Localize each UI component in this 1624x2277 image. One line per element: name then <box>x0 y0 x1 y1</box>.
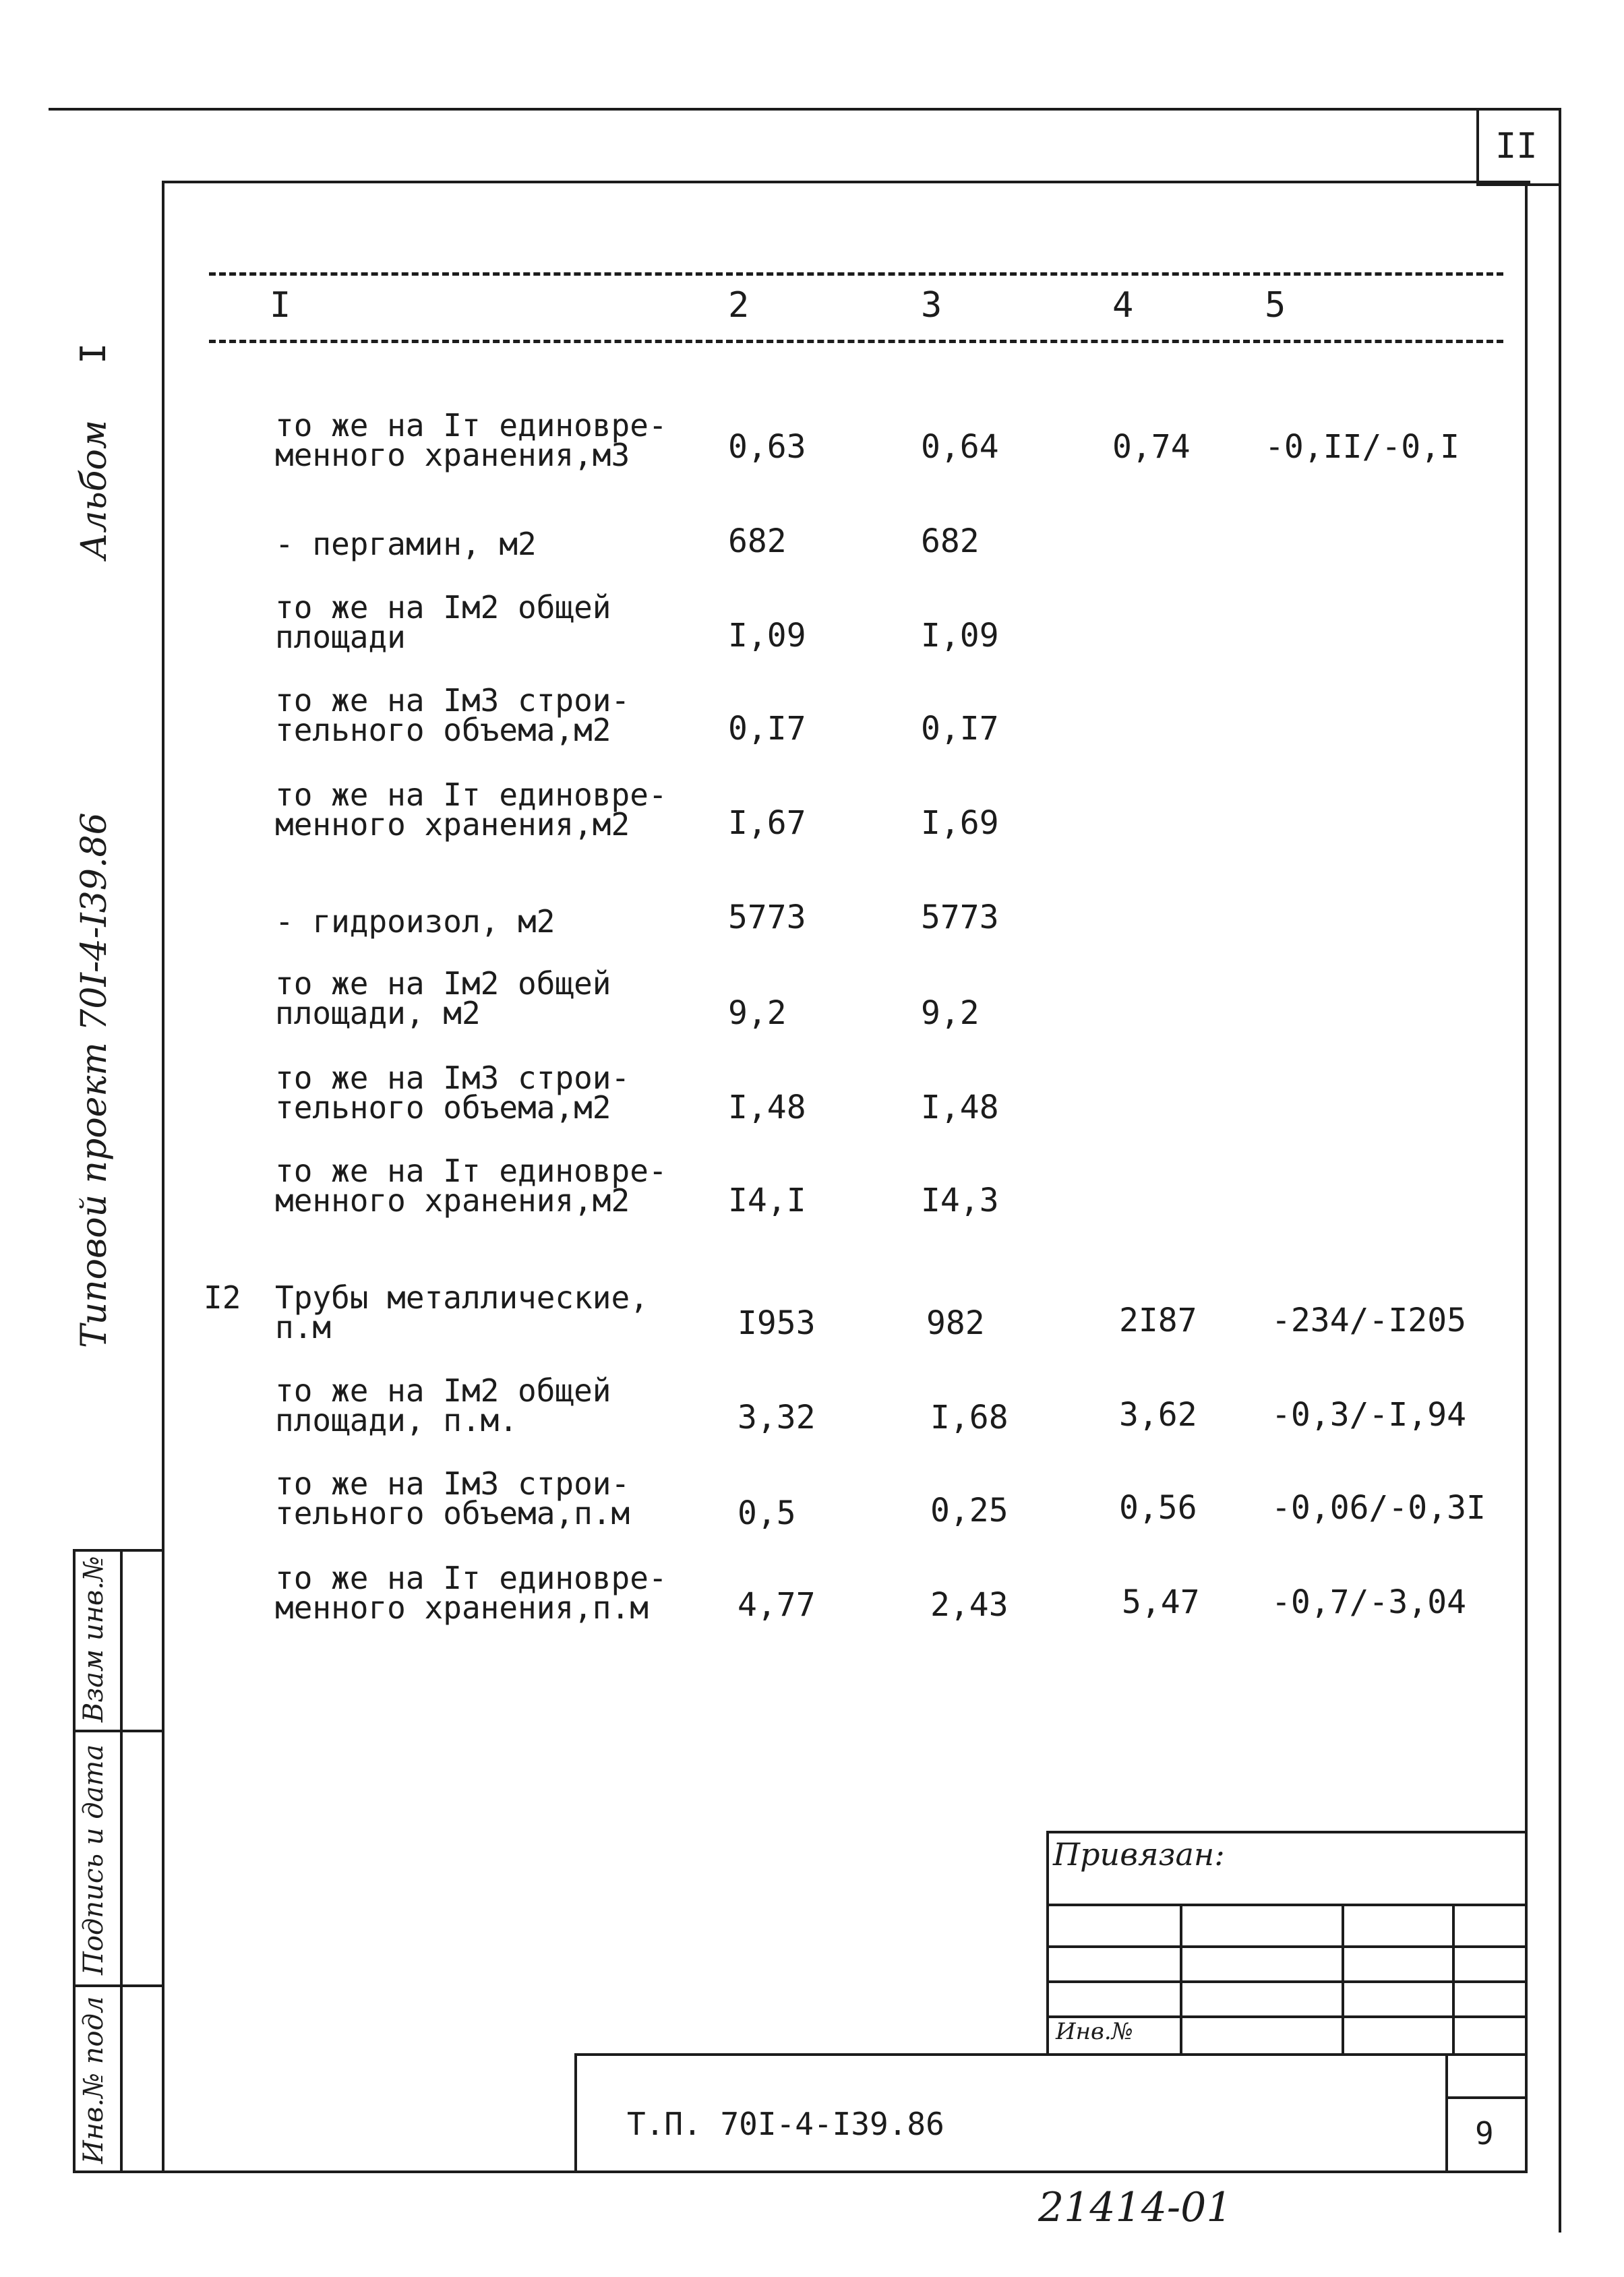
cell-c3: 0,I7 <box>921 710 999 748</box>
cell-c3: 5773 <box>921 899 999 936</box>
row-text-line: площади, п.м. <box>275 1402 518 1438</box>
title-block-top <box>574 2053 1528 2056</box>
cell-c2: I,09 <box>728 617 806 655</box>
sheet-box-left <box>1476 108 1479 186</box>
sheet-box-bottom <box>1476 183 1561 186</box>
privyazan-top <box>1046 1831 1526 1833</box>
privyazan-grid-v2 <box>1342 1904 1344 2056</box>
stamp-podpis-data: Подпись и дата <box>78 1744 109 1975</box>
sheet-label: II <box>1495 126 1538 166</box>
cell-c2: I,48 <box>728 1089 806 1126</box>
row-text-line: менного хранения,п.м <box>275 1589 649 1626</box>
cell-c2: 3,32 <box>738 1399 816 1436</box>
bottom-handwritten-number: 21414-01 <box>1038 2184 1232 2231</box>
cell-c2: I953 <box>738 1304 816 1342</box>
privyazan-left <box>1046 1831 1049 2056</box>
doc-code: Т.П. 70I-4-I39.86 <box>627 2106 944 2142</box>
row-text-line: то же на Iм3 строи- <box>275 1465 630 1502</box>
col-header-2: 2 <box>728 285 750 326</box>
title-block-left <box>574 2053 577 2172</box>
cell-c3: I4,3 <box>921 1182 999 1219</box>
row-text-line: то же на Iт единовре- <box>275 1560 667 1596</box>
page-box-top <box>1445 2096 1528 2099</box>
row-text-line: п.м <box>275 1309 332 1345</box>
privyazan-grid-v1 <box>1180 1904 1182 2056</box>
frame-left <box>162 181 164 2173</box>
col-header-5: 5 <box>1265 285 1286 326</box>
side-stamp-inner <box>120 1549 123 2173</box>
right-continuation-line <box>1559 183 1561 2233</box>
col-header-4: 4 <box>1112 285 1134 326</box>
cell-c2: 0,63 <box>728 428 806 466</box>
title-block-divider <box>1445 2053 1448 2172</box>
row-text-line: тельного объема,м2 <box>275 712 611 748</box>
header-rule-top <box>209 272 1503 276</box>
row-text-line: площади, м2 <box>275 995 481 1031</box>
cell-c3: 0,25 <box>930 1492 1009 1529</box>
cell-c2: 682 <box>728 522 787 560</box>
cell-c2: I4,I <box>728 1182 806 1219</box>
row-text-line: то же на Iм2 общей <box>275 589 611 626</box>
cell-c4: 0,74 <box>1112 428 1191 466</box>
row-text-line: то же на Iм2 общей <box>275 965 611 1002</box>
row-text-line: Трубы металлические, <box>275 1279 649 1316</box>
cell-c2: 0,5 <box>738 1494 796 1532</box>
stamp-vzam-inv: Взам инв.№ <box>78 1556 109 1722</box>
cell-c4: 0,56 <box>1119 1489 1197 1527</box>
cell-c3: 9,2 <box>921 994 980 1032</box>
side-stamp-div1 <box>73 1730 163 1732</box>
row-text-line: то же на Iм3 строи- <box>275 1060 630 1096</box>
cell-c5: -0,7/-3,04 <box>1271 1583 1466 1621</box>
frame-top <box>162 181 1530 183</box>
side-stamp-div2 <box>73 1984 163 1987</box>
row-text-line: - пергамин, м2 <box>275 526 537 562</box>
side-stamp-top <box>73 1549 163 1552</box>
row-text-line: то же на Iм3 строи- <box>275 682 630 719</box>
inv-no-label: Инв.№ <box>1056 2018 1133 2045</box>
row-text-line: менного хранения,м3 <box>275 437 630 473</box>
row-text-line: - гидроизол, м2 <box>275 903 555 940</box>
stamp-inv-podl: Инв.№ подл <box>78 1996 109 2164</box>
col-header-1: I <box>270 285 291 326</box>
header-rule-bottom <box>209 340 1503 343</box>
row-text-line: тельного объема,п.м <box>275 1495 630 1531</box>
cell-c2: I,67 <box>728 804 806 842</box>
cell-c3: 0,64 <box>921 428 999 466</box>
cell-c2: 9,2 <box>728 994 787 1032</box>
row-text-line: то же на Iт единовре- <box>275 407 667 444</box>
cell-c3: 982 <box>926 1304 985 1342</box>
cell-c4: 5,47 <box>1122 1583 1200 1621</box>
row-number: I2 <box>204 1279 241 1316</box>
page-number: 9 <box>1475 2115 1494 2152</box>
row-text-line: то же на Iт единовре- <box>275 1153 667 1189</box>
row-text-line: тельного объема,м2 <box>275 1089 611 1126</box>
cell-c4: 2I87 <box>1119 1302 1197 1339</box>
frame-bottom <box>73 2170 1528 2173</box>
cell-c2: 4,77 <box>738 1586 816 1624</box>
privyazan-grid-v3 <box>1452 1904 1455 2056</box>
row-text-line: то же на Iм2 общей <box>275 1372 611 1409</box>
cell-c3: 682 <box>921 522 980 560</box>
frame-right <box>1525 181 1528 2173</box>
row-text-line: менного хранения,м2 <box>275 1182 630 1219</box>
cell-c2: 0,I7 <box>728 710 806 748</box>
col-header-3: 3 <box>921 285 942 326</box>
cell-c5: -0,II/-0,I <box>1265 428 1460 466</box>
row-text-line: то же на Iт единовре- <box>275 777 667 813</box>
row-text-line: менного хранения,м2 <box>275 806 630 843</box>
cell-c3: I,09 <box>921 617 999 655</box>
cell-c4: 3,62 <box>1119 1396 1197 1434</box>
row-text-line: площади <box>275 619 406 655</box>
cell-c3: 2,43 <box>930 1586 1009 1624</box>
cell-c5: -0,3/-I,94 <box>1271 1396 1466 1434</box>
cell-c2: 5773 <box>728 899 806 936</box>
privyazan-label: Привязан: <box>1053 1836 1225 1873</box>
project-text: Типовой проект 70I-4-I39.86 <box>74 812 115 1348</box>
cell-c5: -0,06/-0,3I <box>1271 1489 1486 1527</box>
cell-c3: I,69 <box>921 804 999 842</box>
sheet-box-right <box>1559 108 1561 186</box>
cell-c5: -234/-I205 <box>1271 1302 1466 1339</box>
cell-c3: I,48 <box>921 1089 999 1126</box>
cell-c3: I,68 <box>930 1399 1009 1436</box>
album-number: I <box>73 342 114 364</box>
side-stamp-outer <box>73 1549 76 2173</box>
top-rule <box>49 108 1559 111</box>
album-word: Альбом <box>74 420 115 559</box>
